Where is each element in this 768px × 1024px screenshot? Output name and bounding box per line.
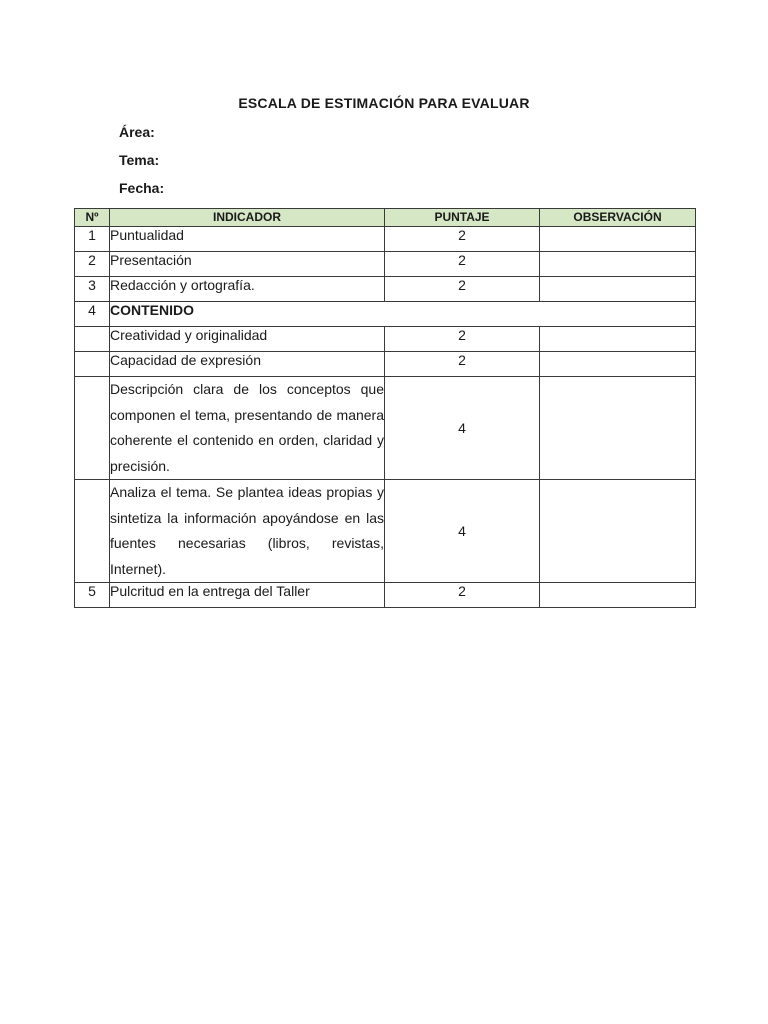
row-indicator: Capacidad de expresión — [110, 352, 385, 377]
row-indicator: Presentación — [110, 252, 385, 277]
row-num: 3 — [75, 277, 110, 302]
row-score: 2 — [385, 277, 540, 302]
field-fecha-label: Fecha: — [119, 180, 165, 196]
row-score: 2 — [385, 327, 540, 352]
row-num: 1 — [75, 227, 110, 252]
row-indicator: Creatividad y originalidad — [110, 327, 385, 352]
table-row — [75, 480, 696, 583]
row-num: 5 — [75, 583, 110, 608]
section-heading-contenido: CONTENIDO — [110, 302, 696, 327]
row-observation[interactable] — [540, 327, 696, 352]
row-num: 2 — [75, 252, 110, 277]
row-indicator: Analiza el tema. Se plantea ideas propias y sintetiza la información apoyándose en las fuentes necesarias (libros, revistas, Internet). — [110, 480, 385, 583]
table-row — [75, 583, 696, 608]
row-indicator: Pulcritud en la entrega del Taller — [110, 583, 385, 608]
row-num — [75, 327, 110, 352]
row-score: 2 — [385, 583, 540, 608]
table-header-row — [75, 209, 696, 227]
field-tema-label: Tema: — [119, 152, 160, 168]
table-row — [75, 227, 696, 252]
row-num — [75, 377, 110, 480]
table-row — [75, 277, 696, 302]
evaluation-table — [74, 208, 696, 608]
table-row — [75, 327, 696, 352]
document-title: ESCALA DE ESTIMACIÓN PARA EVALUAR — [238, 95, 530, 111]
table-row-section — [75, 302, 696, 327]
row-score: 2 — [385, 227, 540, 252]
row-score: 2 — [385, 252, 540, 277]
row-score: 4 — [385, 480, 540, 583]
row-num — [75, 480, 110, 583]
row-observation[interactable] — [540, 227, 696, 252]
table-row — [75, 377, 696, 480]
row-score: 2 — [385, 352, 540, 377]
row-num — [75, 352, 110, 377]
row-observation[interactable] — [540, 277, 696, 302]
field-area-label: Área: — [119, 124, 155, 140]
header-indicator: INDICADOR — [110, 209, 385, 227]
row-indicator: Descripción clara de los conceptos que componen el tema, presentando de manera coherente el contenido en orden, claridad y precisión. — [110, 377, 385, 480]
row-num: 4 — [75, 302, 110, 327]
row-indicator: Puntualidad — [110, 227, 385, 252]
row-indicator: Redacción y ortografía. — [110, 277, 385, 302]
row-observation[interactable] — [540, 583, 696, 608]
header-num: Nº — [75, 209, 110, 227]
table-row — [75, 352, 696, 377]
row-score: 4 — [385, 377, 540, 480]
row-observation[interactable] — [540, 377, 696, 480]
row-observation[interactable] — [540, 480, 696, 583]
header-score: PUNTAJE — [385, 209, 540, 227]
row-observation[interactable] — [540, 252, 696, 277]
header-observation: OBSERVACIÓN — [540, 209, 696, 227]
table-row — [75, 252, 696, 277]
row-observation[interactable] — [540, 352, 696, 377]
